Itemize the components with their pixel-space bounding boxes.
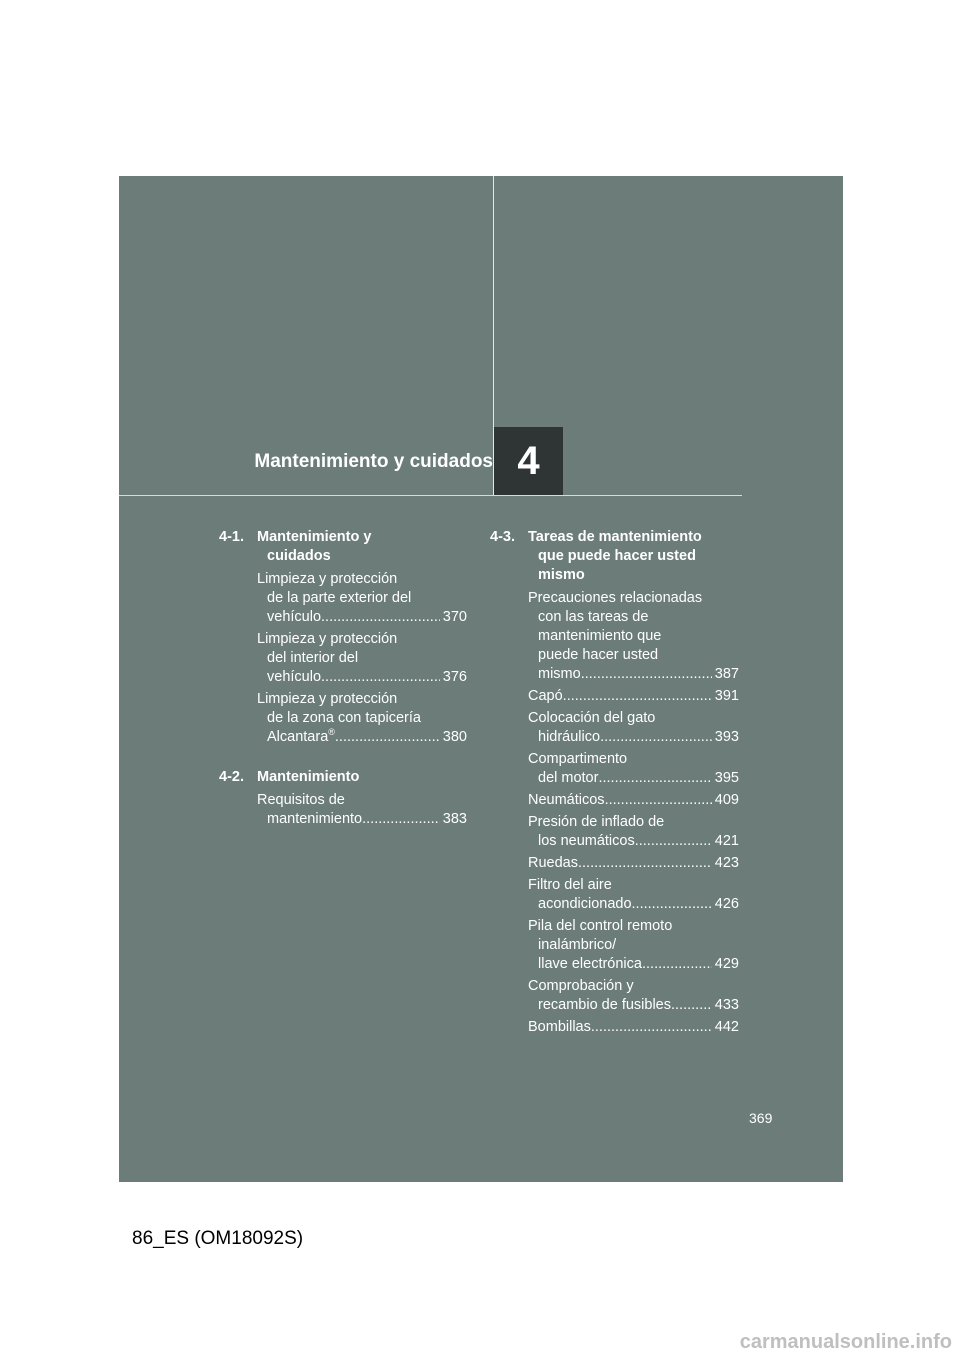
toc-entry-last-line [528,832,739,851]
toc-entry-line: Limpieza y protección [257,631,398,647]
toc-entry[interactable] [490,977,739,1015]
toc-entry[interactable] [490,750,739,788]
toc-entry-page: 395 [714,770,739,786]
toc-entry[interactable] [490,876,739,914]
dot-leader [605,791,712,810]
toc-entry-line: Colocación del gato [528,710,656,726]
toc-entry-page: 409 [714,792,739,808]
toc-entry-line: Comprobación y [528,978,634,994]
toc-entry-line: Presión de inflado de [528,814,665,830]
section-heading [219,768,467,787]
toc-entry-page: 421 [714,833,739,849]
toc-entry-line: mantenimiento que [538,628,662,644]
toc-entry[interactable] [219,690,467,747]
toc-entry-text: Neumáticos [528,792,605,808]
toc-entry-page: 433 [714,997,739,1013]
dot-leader [632,895,712,914]
dot-leader [600,728,712,747]
toc-entry-last-line [528,687,739,706]
toc-entry-page: 391 [714,688,739,704]
section-title-line: mismo [538,567,585,583]
dot-leader [671,996,712,1015]
chapter-title: Mantenimiento y cuidados [254,451,493,472]
dot-leader [581,665,712,684]
dot-leader [321,608,440,627]
toc-left-column [219,528,467,832]
section-gap [219,750,467,768]
toc-entry-line: Compartimento [528,751,628,767]
toc-entry-last-line [257,728,467,747]
toc-entry-line: Precauciones relacionadas [528,590,703,606]
toc-entry[interactable] [219,630,467,687]
toc-entry-line: de la parte exterior del [267,590,412,606]
toc-entry-last-line [528,1018,739,1037]
toc-entry-line: inalámbrico/ [538,937,617,953]
toc-entry[interactable] [490,813,739,851]
toc-entry-text: Bombillas [528,1019,591,1035]
toc-entry-line: Limpieza y protección [257,571,398,587]
toc-entry-last-line [528,895,739,914]
section-title-line: que puede hacer usted [538,548,696,564]
dot-leader [321,668,440,687]
toc-entry-text: los neumáticos [538,833,635,849]
toc-entry-page: 370 [442,609,467,625]
toc-entry-line: Limpieza y protección [257,691,398,707]
dot-leader [598,769,711,788]
toc-entry[interactable] [219,791,467,829]
toc-entry-text: Ruedas [528,855,578,871]
toc-entry-line: con las tareas de [538,609,649,625]
toc-entry-page: 387 [714,666,739,682]
section-number: 4-1. [219,529,244,545]
superscript-mark: ® [328,727,335,738]
toc-entry-last-line [528,955,739,974]
toc-entry-text: acondicionado [538,896,632,912]
toc-entry-page: 442 [714,1019,739,1035]
toc-entry-last-line [528,665,739,684]
section-title-line: cuidados [267,548,331,564]
toc-entry-line: Pila del control remoto [528,918,673,934]
toc-entry-page: 423 [714,855,739,871]
toc-entry[interactable] [490,854,739,873]
toc-entry-line: Requisitos de [257,792,345,808]
toc-entry[interactable] [490,1018,739,1037]
chapter-number: 4 [517,438,540,483]
dot-leader [563,687,712,706]
dot-leader [335,728,440,747]
dot-leader [642,955,712,974]
toc-entry-text: llave electrónica [538,956,642,972]
toc-entry-text: Alcantara® [267,727,335,745]
toc-entry-last-line [528,854,739,873]
toc-entry-line: del interior del [267,650,359,666]
toc-entry-page: 376 [442,669,467,685]
horizontal-divider [119,495,742,496]
dot-leader [635,832,712,851]
watermark: carmanualsonline.info [739,1331,952,1353]
section-heading [490,528,739,585]
chapter-number-box [494,427,563,495]
toc-entry-page: 393 [714,729,739,745]
document-code: 86_ES (OM18092S) [132,1228,304,1249]
toc-entry-line: Filtro del aire [528,877,612,893]
toc-entry-last-line [257,810,467,829]
toc-entry-last-line [528,769,739,788]
toc-entry-text: mantenimiento [267,811,363,827]
toc-right-column [490,528,739,1040]
page-number: 369 [749,1110,773,1126]
toc-entry[interactable] [490,589,739,684]
toc-entry-line: puede hacer usted [538,647,659,663]
toc-entry-text: recambio de fusibles [538,997,671,1013]
toc-entry-last-line [257,608,467,627]
toc-entry[interactable] [490,791,739,810]
toc-entry-page: 429 [714,956,739,972]
toc-entry-line: de la zona con tapicería [267,710,421,726]
section-heading [219,528,467,566]
toc-entry-text: del motor [538,770,599,786]
dot-leader [578,854,712,873]
toc-entry-text: hidráulico [538,729,601,745]
toc-entry-last-line [528,996,739,1015]
toc-entry-page: 426 [714,896,739,912]
toc-entry-last-line [528,791,739,810]
toc-entry[interactable] [219,570,467,627]
dot-leader [591,1018,712,1037]
toc-entry-text: vehículo [267,669,322,685]
section-number: 4-2. [219,769,244,785]
toc-entry[interactable] [490,917,739,974]
section-title-line: Mantenimiento [257,769,360,785]
toc-entry-text: vehículo [267,609,322,625]
toc-entry-page: 380 [442,729,467,745]
toc-entry-text: Capó [528,688,563,704]
section-number: 4-3. [490,529,515,545]
section-title-line: Tareas de mantenimiento [528,529,702,545]
toc-entry-last-line [528,728,739,747]
toc-entry[interactable] [490,687,739,706]
toc-entry-page: 383 [442,811,467,827]
dot-leader [362,810,440,829]
section-title-line: Mantenimiento y [257,529,372,545]
toc-entry-text: mismo [538,666,581,682]
toc-entry[interactable] [490,709,739,747]
toc-entry-last-line [257,668,467,687]
